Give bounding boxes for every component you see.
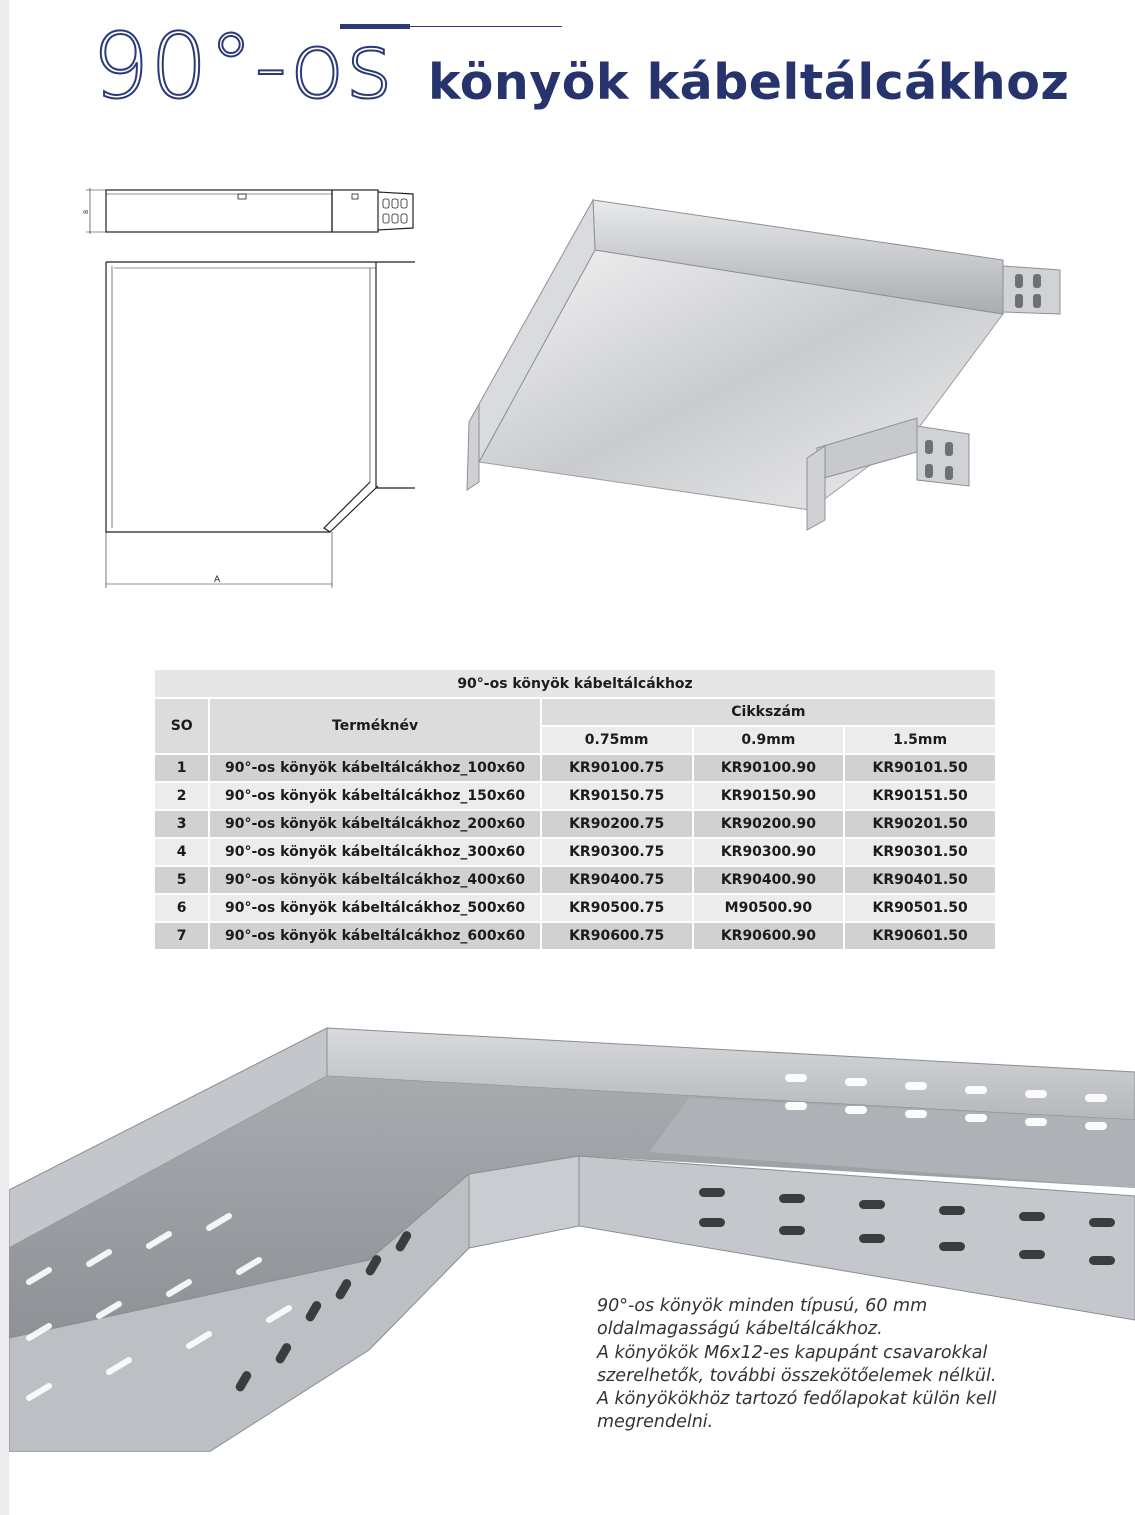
cell-code-090: M90500.90 (694, 895, 844, 923)
description-line: megrendelni. (597, 1412, 714, 1433)
column-header-name: Terméknév (210, 699, 539, 755)
left-margin-strip (0, 0, 9, 1515)
table-row (155, 755, 995, 783)
cell-so: 7 (155, 923, 208, 951)
cell-code-090: KR90600.90 (694, 923, 844, 951)
table-row (155, 923, 995, 951)
product-table (153, 670, 997, 951)
column-header-thickness-3: 1.5mm (845, 727, 995, 755)
cell-so: 5 (155, 867, 208, 895)
table-row (155, 811, 995, 839)
cell-code-075: KR90400.75 (542, 867, 692, 895)
column-header-so: SO (155, 699, 208, 755)
technical-drawing (80, 180, 425, 600)
table-caption: 90°-os könyök kábeltálcákhoz (155, 670, 995, 699)
cell-code-090: KR90400.90 (694, 867, 844, 895)
cell-code-075: KR90600.75 (542, 923, 692, 951)
table-row (155, 895, 995, 923)
cell-code-075: KR90200.75 (542, 811, 692, 839)
cell-so: 6 (155, 895, 208, 923)
cell-so: 2 (155, 783, 208, 811)
cell-name: 90°-os könyök kábeltálcákhoz_500x60 (210, 895, 539, 923)
description-line: A könyökökhöz tartozó fedőlapokat külön kell (597, 1389, 997, 1410)
cell-code-075: KR90500.75 (542, 895, 692, 923)
cell-code-075: KR90300.75 (542, 839, 692, 867)
cell-name: 90°-os könyök kábeltálcákhoz_100x60 (210, 755, 539, 783)
cell-code-090: KR90300.90 (694, 839, 844, 867)
cell-code-150: KR90501.50 (845, 895, 995, 923)
title-angle: 90°-os (92, 14, 394, 119)
cell-code-090: KR90100.90 (694, 755, 844, 783)
table-row (155, 867, 995, 895)
dimension-b-label: B (83, 209, 90, 214)
dimension-a-label: A (214, 575, 221, 585)
page-title: könyök kábeltálcákhoz (428, 54, 1070, 111)
cell-code-150: KR90601.50 (845, 923, 995, 951)
product-description (597, 1295, 1067, 1435)
table-row (155, 839, 995, 867)
table-row (155, 783, 995, 811)
cell-code-150: KR90401.50 (845, 867, 995, 895)
cell-so: 4 (155, 839, 208, 867)
cell-so: 3 (155, 811, 208, 839)
column-header-thickness-1: 0.75mm (542, 727, 692, 755)
cell-code-150: KR90201.50 (845, 811, 995, 839)
cell-name: 90°-os könyök kábeltálcákhoz_150x60 (210, 783, 539, 811)
cell-code-075: KR90150.75 (542, 783, 692, 811)
cell-name: 90°-os könyök kábeltálcákhoz_400x60 (210, 867, 539, 895)
cell-name: 90°-os könyök kábeltálcákhoz_300x60 (210, 839, 539, 867)
description-line: szerelhetők, további összekötőelemek nélkül. (597, 1365, 997, 1386)
cell-code-090: KR90150.90 (694, 783, 844, 811)
column-header-code-group: Cikkszám (542, 699, 995, 727)
cell-code-075: KR90100.75 (542, 755, 692, 783)
cell-name: 90°-os könyök kábeltálcákhoz_200x60 (210, 811, 539, 839)
column-header-thickness-2: 0.9mm (694, 727, 844, 755)
cell-code-150: KR90101.50 (845, 755, 995, 783)
cell-so: 1 (155, 755, 208, 783)
description-line: oldalmagasságú kábeltálcákhoz. (597, 1319, 883, 1340)
cell-code-150: KR90151.50 (845, 783, 995, 811)
description-line: 90°-os könyök minden típusú, 60 mm (597, 1296, 928, 1316)
cell-name: 90°-os könyök kábeltálcákhoz_600x60 (210, 923, 539, 951)
description-line: A könyökök M6x12-es kapupánt csavarokkal (597, 1342, 988, 1363)
elbow-3d-render (455, 190, 1070, 540)
cell-code-090: KR90200.90 (694, 811, 844, 839)
cell-code-150: KR90301.50 (845, 839, 995, 867)
